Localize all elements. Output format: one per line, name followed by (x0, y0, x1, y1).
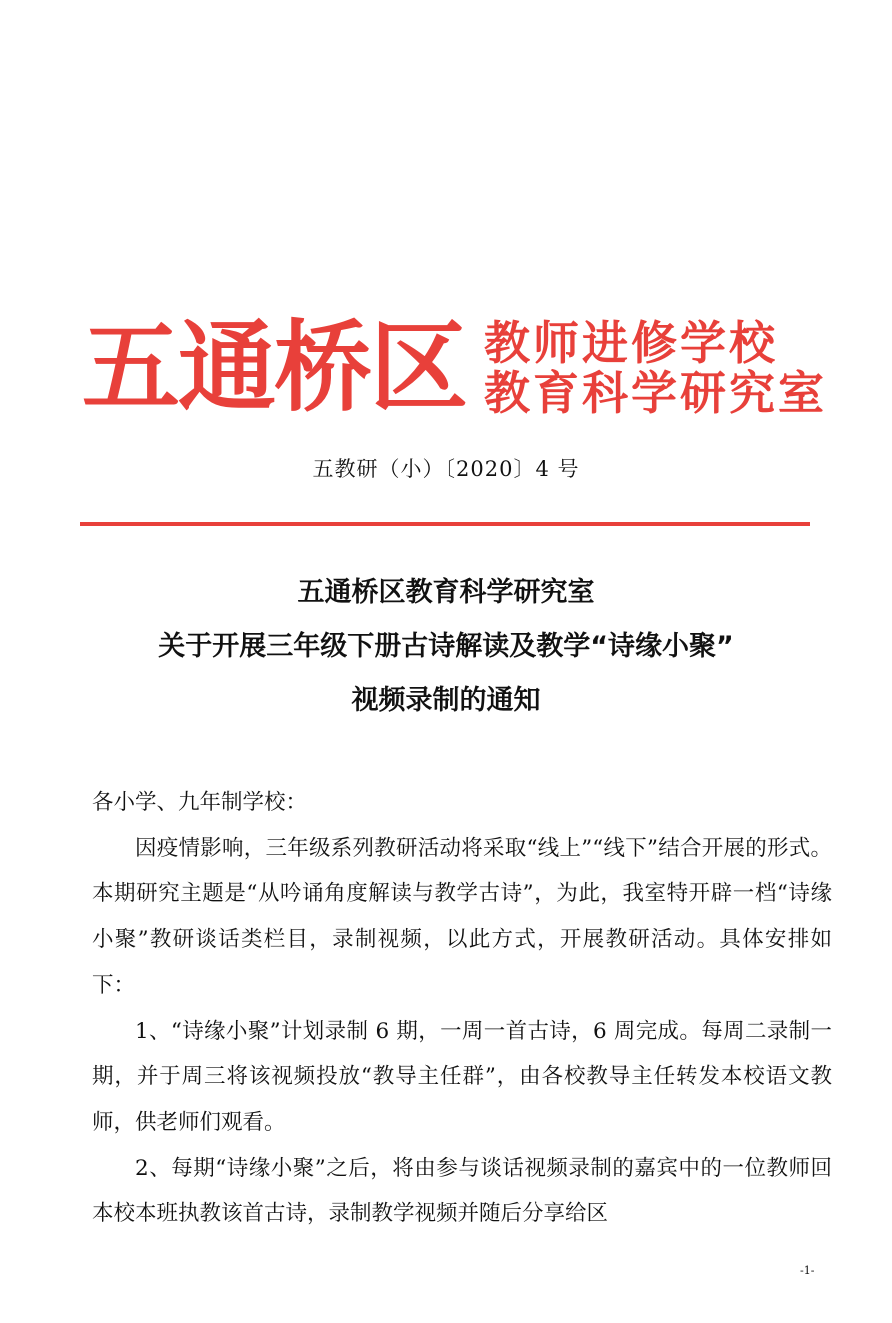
title-line-3: 视频录制的通知 (351, 685, 541, 716)
body-paragraph-intro: 因疫情影响，三年级系列教研活动将采取“线上”“线下”结合开展的形式。本期研究主题是“从吟诵角度解读与教学古诗”，为此，我室特开辟一档“诗缘小聚”教研谈话类栏目，录制视频，以此方式，开展教研活动。具体安排如下： (92, 835, 832, 998)
letterhead-district-name: 五通桥区 (82, 310, 467, 425)
title-line-2: 关于开展三年级下册古诗解读及教学“诗缘小聚” (158, 631, 734, 662)
letterhead-office-name: 教育科学研究室 (484, 366, 827, 420)
page-number: -1- (800, 1264, 815, 1277)
letterhead-school-name: 教师进修学校 (484, 316, 778, 370)
document-title (0, 566, 892, 728)
letterhead (82, 310, 827, 425)
title-line-1: 五通桥区教育科学研究室 (297, 577, 595, 608)
document-body (92, 780, 832, 1237)
salutation: 各小学、九年制学校： (92, 790, 308, 815)
letterhead-institution-names (484, 316, 827, 420)
document-number: 五教研（小）〔2020〕4 号 (312, 457, 580, 481)
body-paragraph-item-1: 1、“诗缘小聚”计划录制 6 期，一周一首古诗，6 周完成。每周二录制一期，并于周三将该视频投放“教导主任群”，由各校教导主任转发本校语文教师，供老师们观看。 (92, 1018, 832, 1135)
red-divider-rule (80, 522, 810, 526)
body-paragraph-item-2: 2、每期“诗缘小聚”之后，将由参与谈话视频录制的嘉宾中的一位教师回本校本班执教该首古诗，录制教学视频并随后分享给区 (92, 1155, 832, 1227)
